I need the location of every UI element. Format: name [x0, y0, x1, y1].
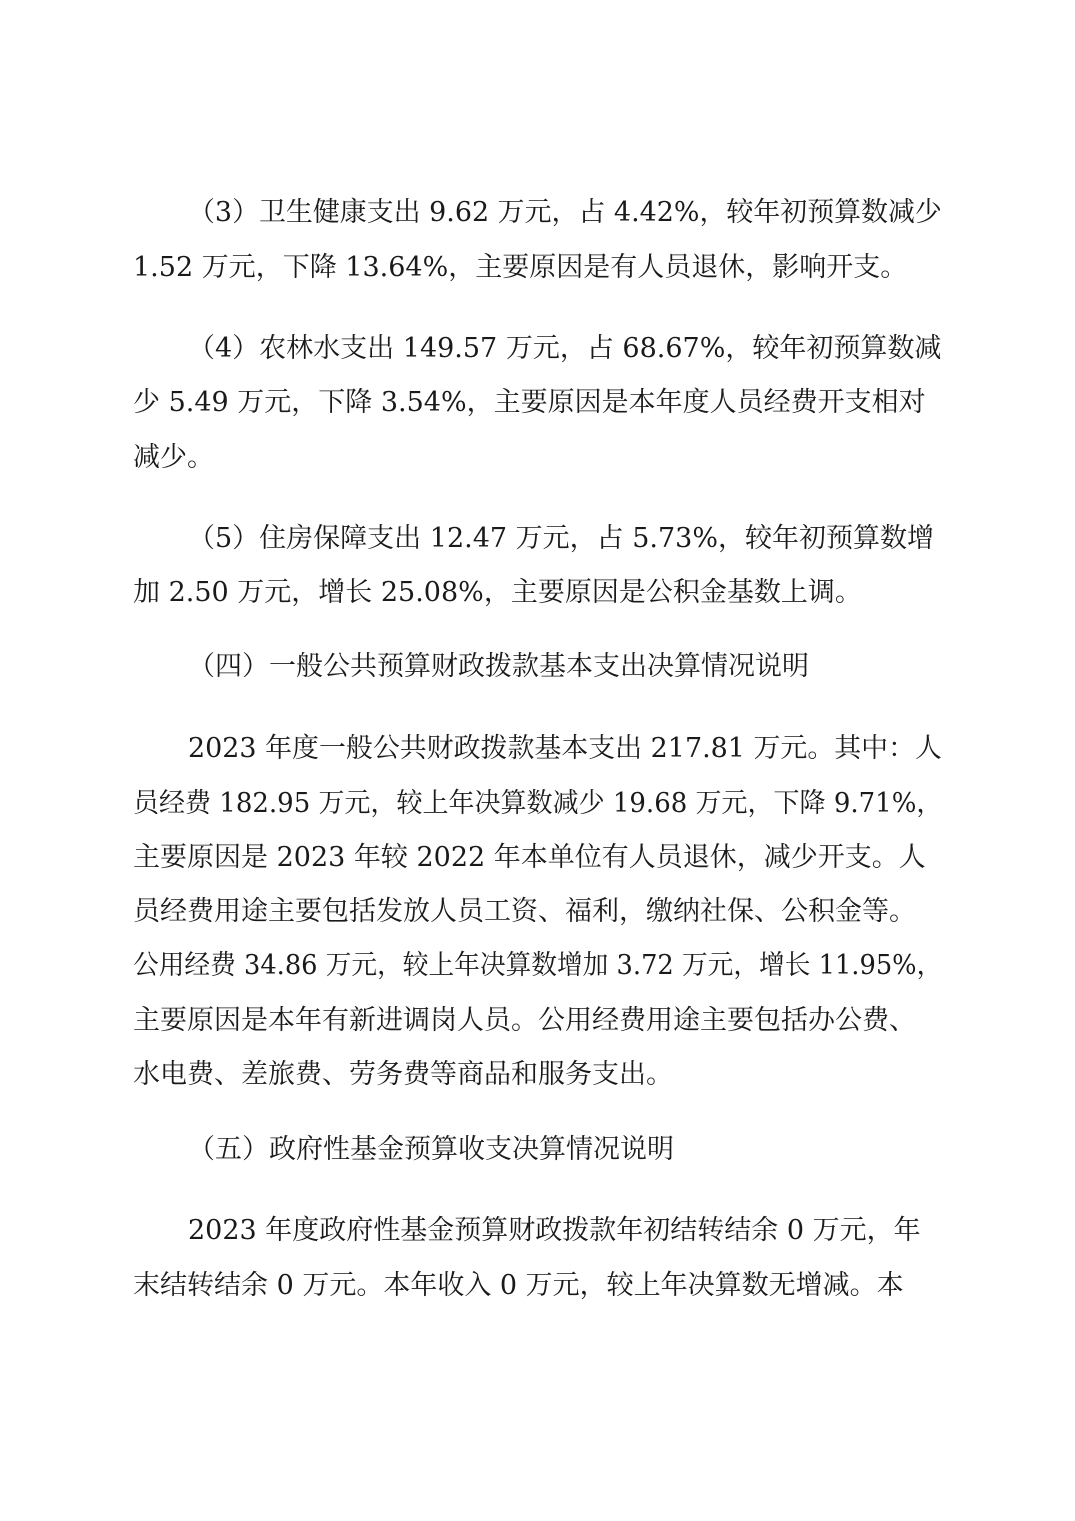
paragraph-4-line-1	[0, 329, 1075, 369]
paragraph-6-line-4	[0, 892, 1075, 932]
paragraph-6-line-2	[0, 784, 1075, 824]
paragraph-4-line-3	[0, 438, 1075, 478]
text: 末结转结余 0 万元。本年收入 0 万元，较上年决算数无增减。本	[133, 1270, 904, 1301]
text: 2023 年度一般公共财政拨款基本支出 217.81 万元。其中：人	[188, 733, 942, 764]
text: 水电费、差旅费、劳务费等商品和服务支出。	[133, 1059, 673, 1090]
heading-text: （四）一般公共预算财政拨款基本支出决算情况说明	[188, 651, 809, 682]
paragraph-7-line-2	[0, 1266, 1075, 1306]
text: （5）住房保障支出 12.47 万元，占 5.73%，较年初预算数增	[188, 523, 934, 554]
paragraph-7-line-1	[0, 1211, 1075, 1251]
text: 员经费 182.95 万元，较上年决算数减少 19.68 万元，下降 9.71%，	[133, 788, 943, 819]
text: 主要原因是本年有新进调岗人员。公用经费用途主要包括办公费、	[133, 1005, 916, 1036]
text: 减少。	[133, 442, 214, 473]
paragraph-3-line-2	[0, 248, 1075, 288]
section-heading-4	[0, 647, 1075, 687]
paragraph-6-line-6	[0, 1001, 1075, 1041]
paragraph-6-line-3	[0, 838, 1075, 878]
paragraph-5-line-1	[0, 519, 1075, 559]
paragraph-6-line-1	[0, 729, 1075, 769]
text: 少 5.49 万元，下降 3.54%，主要原因是本年度人员经费开支相对	[133, 387, 926, 418]
text: 主要原因是 2023 年较 2022 年本单位有人员退休，减少开支。人	[133, 842, 926, 873]
text: 加 2.50 万元，增长 25.08%，主要原因是公积金基数上调。	[133, 577, 862, 608]
text: （3）卫生健康支出 9.62 万元，占 4.42%，较年初预算数减少	[188, 197, 942, 228]
paragraph-6-line-5	[0, 946, 1075, 986]
paragraph-6-line-7	[0, 1055, 1075, 1095]
text: 2023 年度政府性基金预算财政拨款年初结转结余 0 万元，年	[188, 1215, 921, 1246]
text: 公用经费 34.86 万元，较上年决算数增加 3.72 万元，增长 11.95%，	[133, 950, 943, 981]
paragraph-3-line-1	[0, 193, 1075, 233]
paragraph-5-line-2	[0, 573, 1075, 613]
paragraph-4-line-2	[0, 383, 1075, 423]
section-heading-5	[0, 1130, 1075, 1170]
text: 1.52 万元，下降 13.64%，主要原因是有人员退休，影响开支。	[133, 252, 908, 283]
text: （4）农林水支出 149.57 万元，占 68.67%，较年初预算数减	[188, 333, 942, 364]
heading-text: （五）政府性基金预算收支决算情况说明	[188, 1134, 674, 1165]
text: 员经费用途主要包括发放人员工资、福利，缴纳社保、公积金等。	[133, 896, 916, 927]
